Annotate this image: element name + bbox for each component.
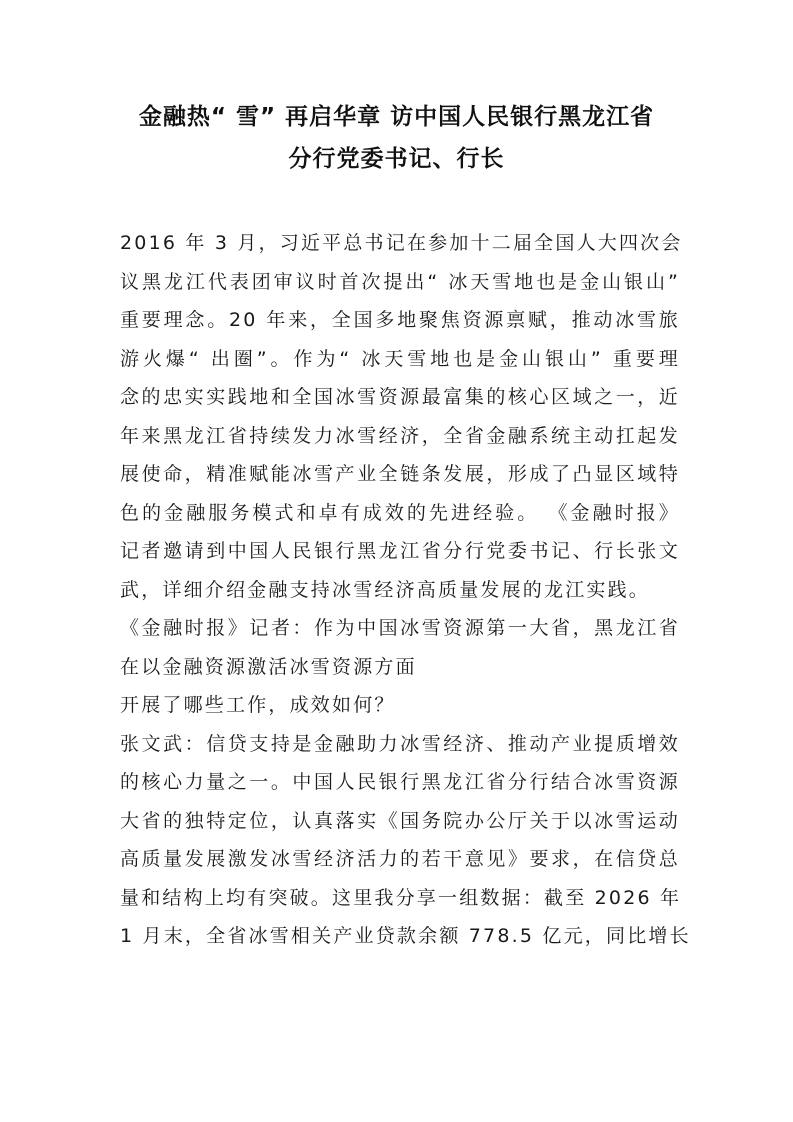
text-line: 高质量发展激发冰雪经济活力的若干意见》要求，在信贷总 [120,848,680,870]
article-body [120,224,691,956]
text-line: 张文武：信贷支持是金融助力冰雪经济、推动产业提质增效 [120,732,680,755]
text-line: 开展了哪些工作，成效如何？ [120,694,396,716]
text-line: 《金融时报》记者：作为中国冰雪资源第一大省，黑龙江省 [120,617,680,639]
paragraph-question-continued [120,686,680,725]
text-line: 记者邀请到中国人民银行黑龙江省分行党委书记、行长张文 [120,540,680,562]
article-title-line-1: 金融热“ 雪” 再启华章 访中国人民银行黑龙江省 [138,104,655,130]
text-line: 量和结构上均有突破。这里我分享一组数据：截至 2026 年 [120,886,682,909]
paragraph-question [120,609,680,686]
text-line: 色的金融服务模式和卓有成效的先进经验。 《金融时报》 [120,501,680,524]
text-line: 议黑龙江代表团审议时首次提出“ 冰天雪地也是金山银山” [120,270,680,293]
text-line: 的核心力量之一。中国人民银行黑龙江省分行结合冰雪资源 [120,771,680,793]
text-line: 在以金融资源激活冰雪资源方面 [120,655,417,678]
text-line: 1 月末，全省冰雪相关产业贷款余额 778.5 亿元，同比增长 [120,925,691,947]
paragraph-answer [120,725,691,956]
paragraph-intro [120,224,683,609]
text-line: 游火爆“ 出圈”。作为“ 冰天雪地也是金山银山” 重要理 [120,347,680,370]
text-line: 武，详细介绍金融支持冰雪经济高质量发展的龙江实践。 [120,578,651,601]
text-line: 大省的独特定位，认真落实《国务院办公厅关于以冰雪运动 [120,809,680,832]
article-title-line-2: 分行党委书记、行长 [288,146,505,172]
text-line: 念的忠实实践地和全国冰雪资源最富集的核心区域之一，近 [120,386,680,408]
text-line: 展使命，精准赋能冰雪产业全链条发展，形成了凸显区域特 [120,463,680,485]
text-line: 重要理念。20 年来，全国多地聚焦资源禀赋，推动冰雪旅 [120,309,680,331]
text-line: 年来黑龙江省持续发力冰雪经济，全省金融系统主动扛起发 [120,424,680,447]
text-line: 2016 年 3 月，习近平总书记在参加十二届全国人大四次会 [120,232,683,254]
